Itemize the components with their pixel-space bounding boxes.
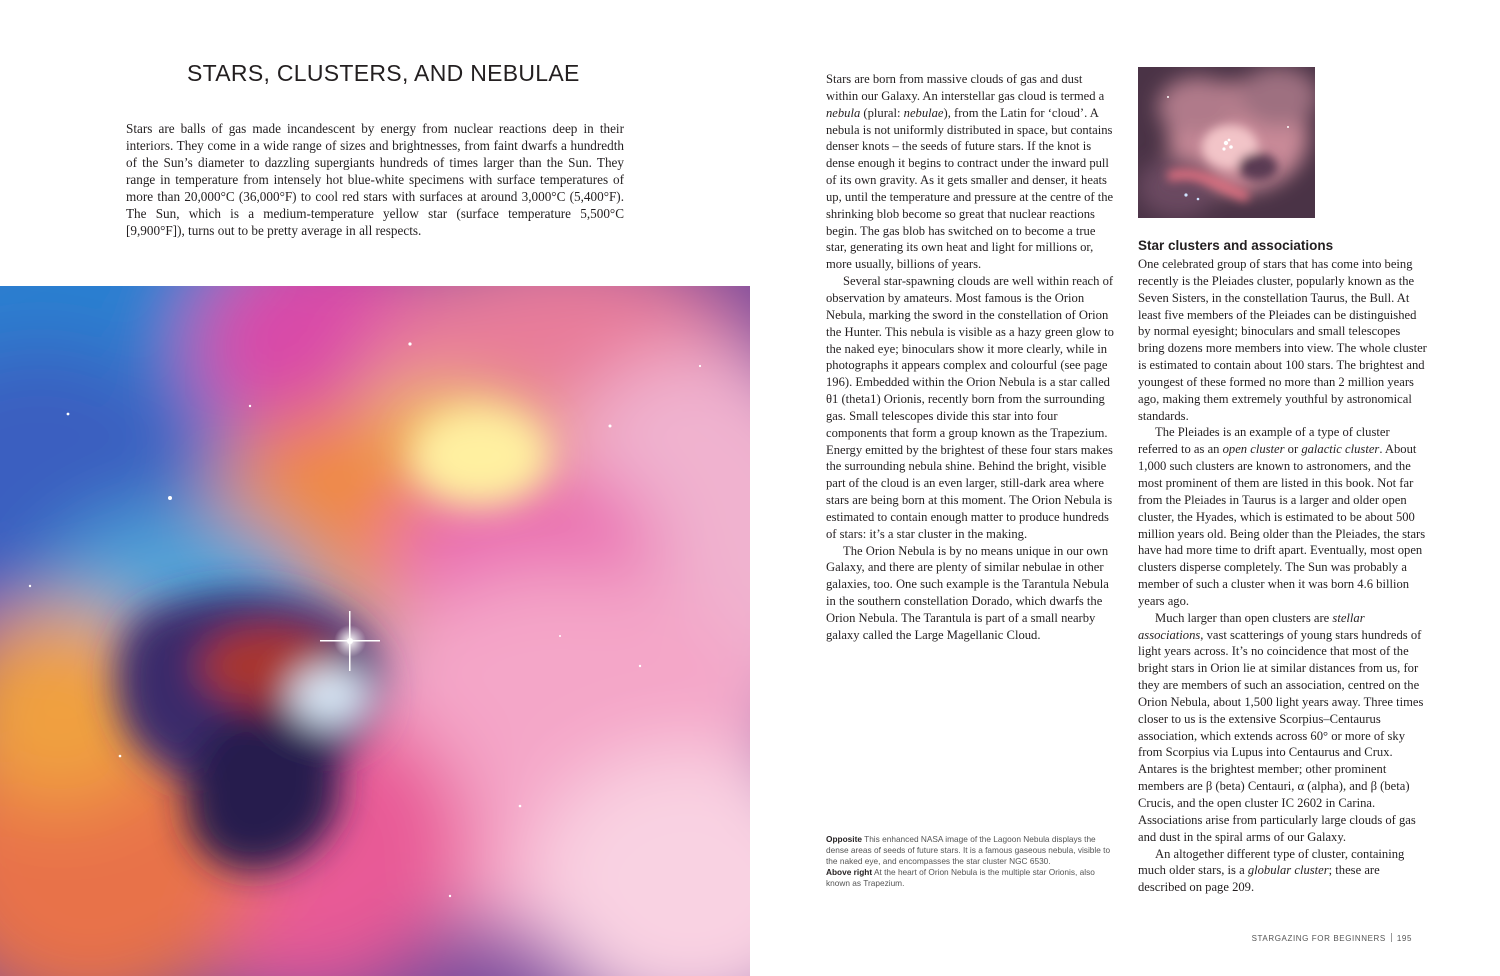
page-title: STARS, CLUSTERS, AND NEBULAE xyxy=(187,60,580,86)
intro-paragraph: Stars are balls of gas made incandescent by energy from nuclear reactions deep in their interiors. They come in a wide range of sizes and brightnesses, from faint dwarfs a hundredth of the Sun’s diameter to dazzling supergiants hundreds of times larger than the Sun. They range in temperature from intensely hot blue-white specimens with surface temperatures of more than 20,000°C (36,000°F) to cool red stars with surfaces at around 3,000°C (5,400°F). The Sun, which is a medium-temperature yellow star (surface temperature 5,500°C [9,900°F]), turns out to be pretty average in all respects. xyxy=(126,121,624,238)
section-heading: Star clusters and associations xyxy=(1138,238,1334,253)
footer-divider xyxy=(1391,933,1392,942)
caption-label-opposite: Opposite xyxy=(826,834,862,844)
lagoon-nebula-photo xyxy=(0,286,750,976)
caption-text-opposite: This enhanced NASA image of the Lagoon Nebula displays the dense areas of seeds of future stars. It is a famous gaseous nebula, visible to the naked eye, and encompasses the star cluster NGC 6530. xyxy=(826,834,1111,866)
middle-paragraph-1: Stars are born from massive clouds of gas and dust within our Galaxy. An interstellar gas cloud is termed a nebula (plural: nebulae), from the Latin for ‘cloud’. A nebula is not uniformly distributed in space, but contains denser knots – the seeds of future stars. If the knot is dense enough it begins to contract under the inward pull of its own gravity. As it gets smaller and denser, it heats up, until the temperature and pressure at the centre of the shrinking blob become so great that nuclear reactions begin. The gas blob has switched on to become a true star, generating its own heat and light for millions or, more usually, billions of years. xyxy=(826,72,1114,272)
orion-nebula-photo xyxy=(1138,67,1315,218)
right-paragraph-2: The Pleiades is an example of a type of cluster referred to as an open cluster or galactic cluster. About 1,000 such clusters are known to astronomers, and the most prominent of them are listed in this book. Not far from the Pleiades in Taurus is a larger and older open cluster, the Hyades, which is estimated to be about 500 million years old. Being older than the Pleiades, the stars have had more time to drift apart. Eventually, most open clusters disperse completely. The Sun was probably a member of such a cluster when it was born 4.6 billion years ago. xyxy=(1138,425,1426,608)
running-title: STARGAZING FOR BEGINNERS xyxy=(1251,934,1386,943)
right-paragraph-3: Much larger than open clusters are stellar associations, vast scatterings of young stars hundreds of light years across. It’s no coincidence that most of the bright stars in Orion lie at similar distances from us, for they are members of such an association, centred on the Orion Nebula, about 1,500 light years away. Three times closer to us is the extensive Scorpius–Centaurus association, which extends across 60° or more of sky from Scorpius via Lupus into Centaurus and Crux. Antares is the brightest member; other prominent members are β (beta) Centauri, α (alpha), and β (beta) Crucis, and the open cluster IC 2602 in Carina. Associations arise from particularly large clouds of gas and dust in the spiral arms of our Galaxy. xyxy=(1138,610,1424,844)
page-number: 195 xyxy=(1396,934,1412,943)
right-paragraph-1: One celebrated group of stars that has come into being recently is the Pleiades cluster, popularly known as the Seven Sisters, in the constellation Taurus, the Bull. At least five members of the Pleiades can be distinguished by normal eyesight; binoculars and small telescopes bring dozens more members into view. The whole cluster is estimated to contain about 100 stars. The brightest and youngest of these formed no more than 2 million years ago, making them extremely youthful by astronomical standards. xyxy=(1138,257,1427,423)
right-paragraph-4: An altogether different type of cluster, containing much older stars, is a globular cluster; these are described on page 209. xyxy=(1138,846,1405,895)
caption-text-above-right: At the heart of Orion Nebula is the multiple star Orionis, also known as Trapezium. xyxy=(826,866,1095,888)
image-caption xyxy=(826,834,1111,889)
middle-text-column xyxy=(826,71,1116,644)
middle-paragraph-3: The Orion Nebula is by no means unique in our own Galaxy, and there are plenty of similar nebulae in other galaxies, too. One such example is the Tarantula Nebula in the southern constellation Dorado, which dwarfs the Orion Nebula. The Tarantula is part of a small nearby galaxy called the Large Magellanic Cloud. xyxy=(826,543,1109,642)
middle-paragraph-2: Several star-spawning clouds are well within reach of observation by amateurs. Most famous is the Orion Nebula, marking the sword in the constellation of Orion the Hunter. This nebula is visible as a hazy green glow to the naked eye; binoculars show it more clearly, while in photographs it appears complex and colourful (see page 196). Embedded within the Orion Nebula is a star called θ1 (theta1) Orionis, recently born from the surrounding gas. Small telescopes divide this star into four components that form a group known as the Trapezium. Energy emitted by the brightest of these four stars makes the surrounding nebula shine. Behind the bright, visible part of the cloud is an even larger, still-dark area where stars are being born at this moment. The Orion Nebula is estimated to contain enough matter to produce hundreds of stars: it’s a star cluster in the making. xyxy=(826,274,1114,541)
page-footer xyxy=(1252,933,1412,943)
caption-label-above-right: Above right xyxy=(826,866,873,877)
right-text-column xyxy=(1138,256,1430,896)
